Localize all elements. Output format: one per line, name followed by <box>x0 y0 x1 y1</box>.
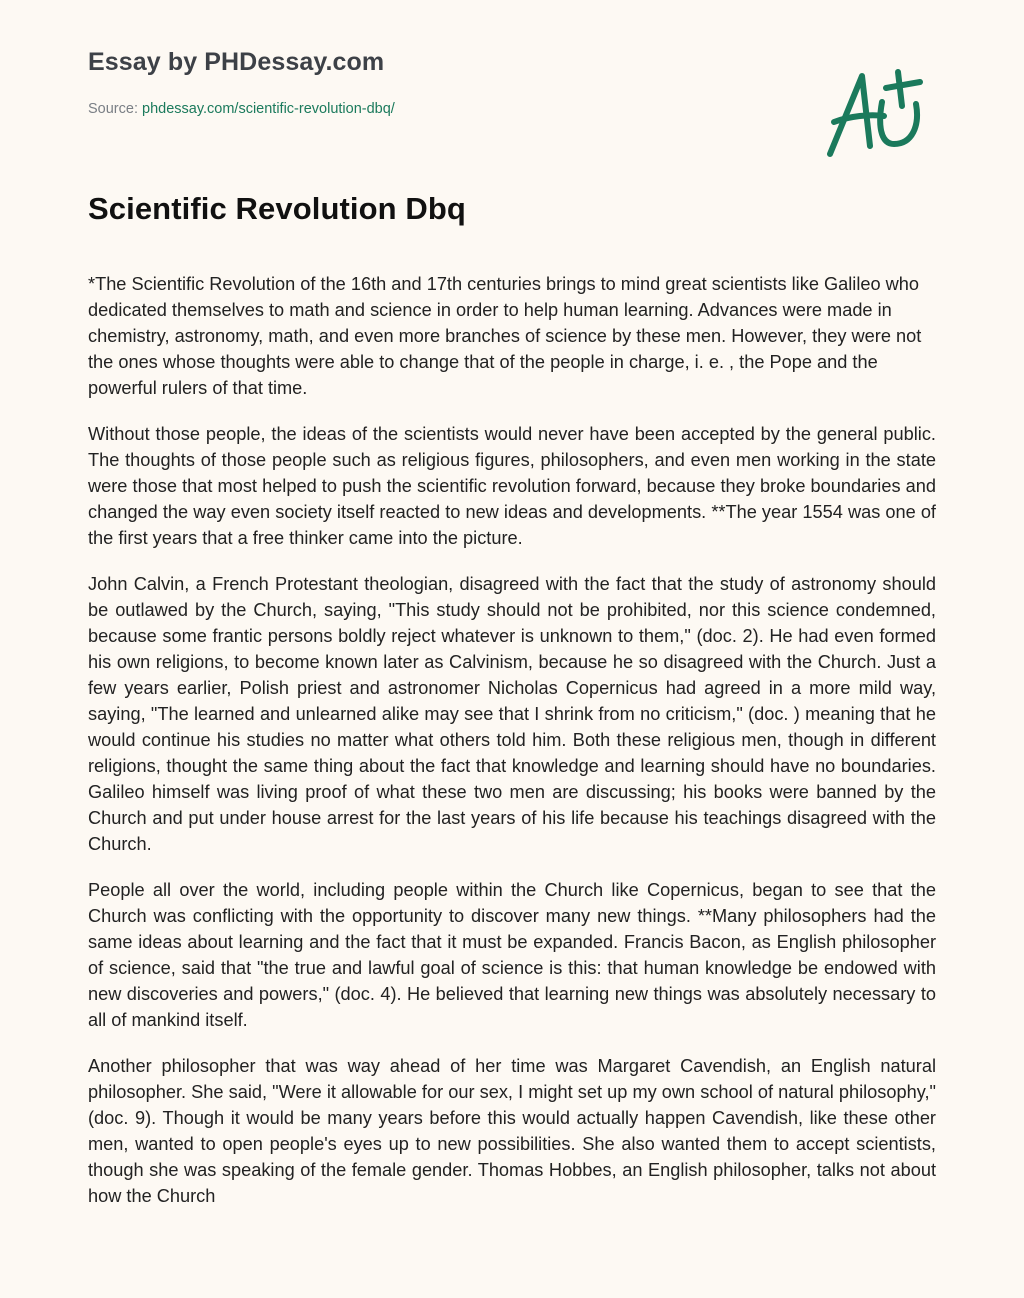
essay-body <box>88 271 936 1249</box>
document-title: Scientific Revolution Dbq <box>88 191 466 226</box>
source-line <box>88 101 395 117</box>
source-label: Source: <box>88 101 138 117</box>
essay-paragraph: John Calvin, a French Protestant theologian, disagreed with the fact that the study of astronomy should be outlawed by the Church, saying, "This study should not be prohibited, nor this science condemned, because some frantic persons boldly reject whatever is unknown to them," (doc. 2). He had even formed his own religions, to become known later as Calvinism, because he so disagreed with the Church. Just a few years earlier, Polish priest and astronomer Nicholas Copernicus had agreed in a more mild way, saying, "The learned and unlearned alike may see that I shrink from no criticism," (doc. ) meaning that he would continue his studies no matter what others told him. Both these religious men, though in different religions, thought the same thing about the fact that knowledge and learning should have no boundaries. Galileo himself was living proof of what these two men are discussing; his books were banned by the Church and put under house arrest for the last years of his life because his teachings disagreed with the Church. <box>88 574 936 854</box>
site-brand: Essay by PHDessay.com <box>88 48 385 76</box>
essay-paragraph: *The Scientific Revolution of the 16th and 17th centuries brings to mind great scientists like Galileo who dedicated themselves to math and science in order to help human learning. Advances were made in chemistry, astronomy, math, and even more branches of science by these men. However, they were not the ones whose thoughts were able to change that of the people in charge, i. e. , the Pope and the powerful rulers of that time. <box>88 274 922 398</box>
source-link[interactable]: phdessay.com/scientific-revolution-dbq/ <box>142 101 395 117</box>
essay-paragraph: Without those people, the ideas of the scientists would never have been accepted by the general public. The thoughts of those people such as religious figures, philosophers, and even men working in the state were those that most helped to push the scientific revolution forward, because they broke boundaries and changed the way even society itself reacted to new ideas and developments. **The year 1554 was one of the first years that a free thinker came into the picture. <box>88 424 936 548</box>
essay-paragraph: Another philosopher that was way ahead of her time was Margaret Cavendish, an English natural philosopher. She said, "Were it allowable for our sex, I might set up my own school of natural philosophy," (doc. 9). Though it would be many years before this would actually happen Cavendish, like these other men, wanted to open people's eyes up to new possibilities. She also wanted them to accept scientists, though she was speaking of the female gender. Thomas Hobbes, an English philosopher, talks not about how the Church <box>88 1056 936 1206</box>
a-plus-grade-icon <box>820 62 932 164</box>
essay-paragraph: People all over the world, including people within the Church like Copernicus, began to see that the Church was conflicting with the opportunity to discover many new things. **Many philosophers had the same ideas about learning and the fact that it must be expanded. Francis Bacon, as English philosopher of science, said that "the true and lawful goal of science is this: that human knowledge be endowed with new discoveries and powers," (doc. 4). He believed that learning new things was absolutely necessary to all of mankind itself. <box>88 880 936 1030</box>
